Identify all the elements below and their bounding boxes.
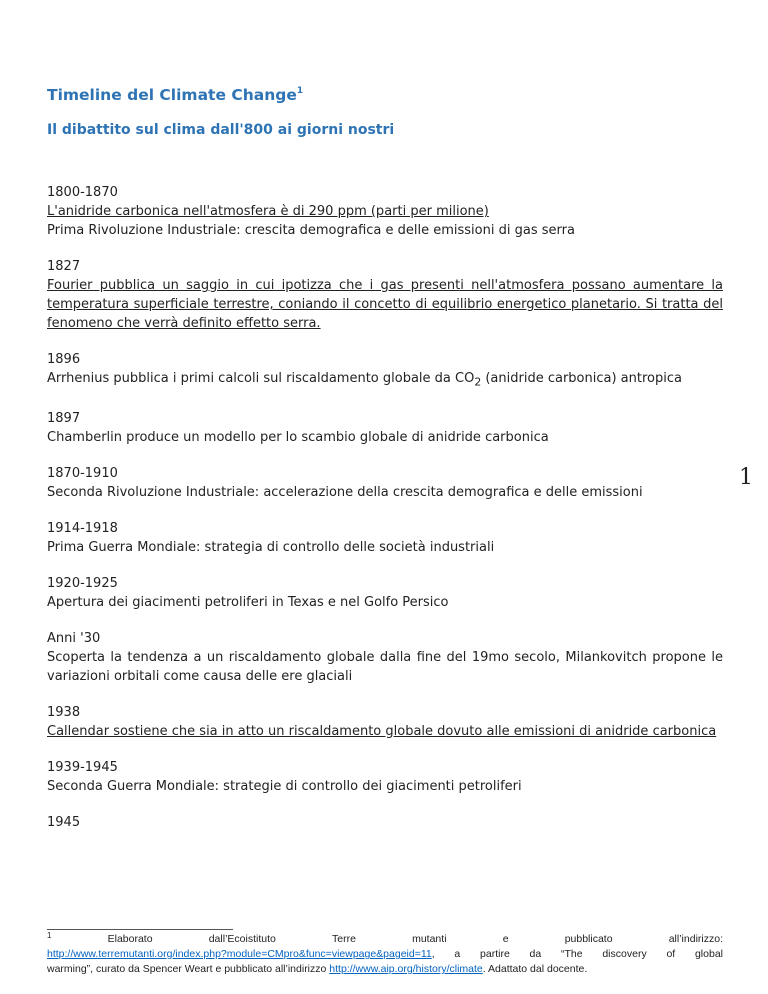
entry-text: Seconda Guerra Mondiale: strategie di controllo dei giacimenti petroliferi (47, 778, 522, 794)
entry-text: Prima Rivoluzione Industriale: crescita demografica e delle emissioni di gas serra (47, 223, 575, 238)
entry-text: Seconda Rivoluzione Industriale: accelerazione della crescita demografica e delle emissioni (47, 484, 643, 500)
document-title (47, 86, 303, 104)
footnote-word: Elaborato (107, 933, 153, 945)
footnote-word: e (502, 933, 509, 945)
timeline-entry (47, 350, 723, 392)
timeline-entry (47, 758, 723, 796)
footnote-text: . Adattato dal docente. (482, 963, 588, 975)
footnote-separator (47, 929, 233, 930)
entry-text (47, 369, 723, 392)
page-number: 1 (739, 465, 753, 490)
entry-year: 1800-1870 (47, 185, 118, 200)
entry-text: Callendar sostiene che sia in atto un riscaldamento globale dovuto alle emissioni di anidride carbonica (47, 723, 717, 739)
document-title-text: Timeline del Climate Change (47, 86, 297, 104)
entry-text: Fourier pubblica un saggio in cui ipotizza che i gas presenti nell'atmosfera possano aumentare la temperatura superficiale terrestre, coniando il concetto di equilibrio energetico planetario. Si tratta del fenomeno che verrà definito effetto serra. (47, 278, 723, 331)
entry-year: 1896 (47, 352, 81, 367)
timeline-entry (47, 257, 723, 333)
entry-text: Scoperta la tendenza a un riscaldamento globale dalla fine del 19mo secolo, Milankovitch propone le variazioni orbitali come causa delle ere glaciali (47, 649, 723, 684)
entry-year: 1945 (47, 814, 81, 830)
entry-text-before: Arrhenius pubblica i primi calcoli sul riscaldamento globale da CO (47, 371, 475, 386)
aip-climate-link[interactable]: http://www.aip.org/history/climate (329, 963, 483, 975)
footnote-word: all’indirizzo: (668, 933, 723, 945)
footnote-word: Terre (332, 933, 356, 945)
footnote-word: dall’Ecoistituto (208, 933, 276, 945)
entry-year: 1938 (47, 704, 81, 720)
entry-year: 1827 (47, 259, 81, 274)
entry-year: 1939-1945 (47, 759, 118, 775)
entry-year: 1920-1925 (47, 575, 118, 591)
timeline-entry (47, 519, 723, 557)
entry-text: Chamberlin produce un modello per lo scambio globale di anidride carbonica (47, 429, 549, 445)
timeline-entry (47, 703, 723, 741)
timeline-entry (47, 183, 723, 240)
timeline-entries (47, 183, 723, 849)
timeline-entry (47, 813, 723, 832)
footnote-text: warming”, curato da Spencer Weart e pubblicato all’indirizzo (47, 963, 330, 975)
footnote-word: pubblicato (564, 933, 613, 945)
timeline-entry (47, 629, 723, 686)
footnote-word: mutanti (412, 933, 447, 945)
footnote (47, 932, 723, 977)
document-subtitle: Il dibattito sul clima dall'800 ai giorni nostri (47, 122, 395, 138)
footnote-line-3 (47, 962, 723, 977)
footnote-text: , a partire da “The discovery of global (431, 948, 723, 960)
entry-year: 1870-1910 (47, 465, 118, 481)
timeline-entry (47, 409, 723, 447)
timeline-entry (47, 464, 723, 502)
entry-year: 1914-1918 (47, 520, 118, 536)
footnote-mark: 1 (47, 931, 52, 940)
entry-year: Anni '30 (47, 630, 101, 646)
timeline-entry (47, 574, 723, 612)
co2-subscript: 2 (474, 375, 482, 389)
footnote-line-1 (47, 932, 723, 947)
entry-text-after: (anidride carbonica) antropica (481, 371, 682, 386)
footnote-line-2 (47, 947, 723, 962)
entry-text: Prima Guerra Mondiale: strategia di controllo delle società industriali (47, 539, 495, 555)
entry-text: L'anidride carbonica nell'atmosfera è di 290 ppm (parti per milione) (47, 204, 489, 219)
entry-text: Apertura dei giacimenti petroliferi in Texas e nel Golfo Persico (47, 594, 449, 610)
title-footnote-mark[interactable]: 1 (296, 85, 304, 96)
terremutanti-link[interactable]: http://www.terremutanti.org/index.php?module=CMpro&func=viewpage&pageid=11 (47, 948, 432, 960)
entry-year: 1897 (47, 410, 81, 426)
